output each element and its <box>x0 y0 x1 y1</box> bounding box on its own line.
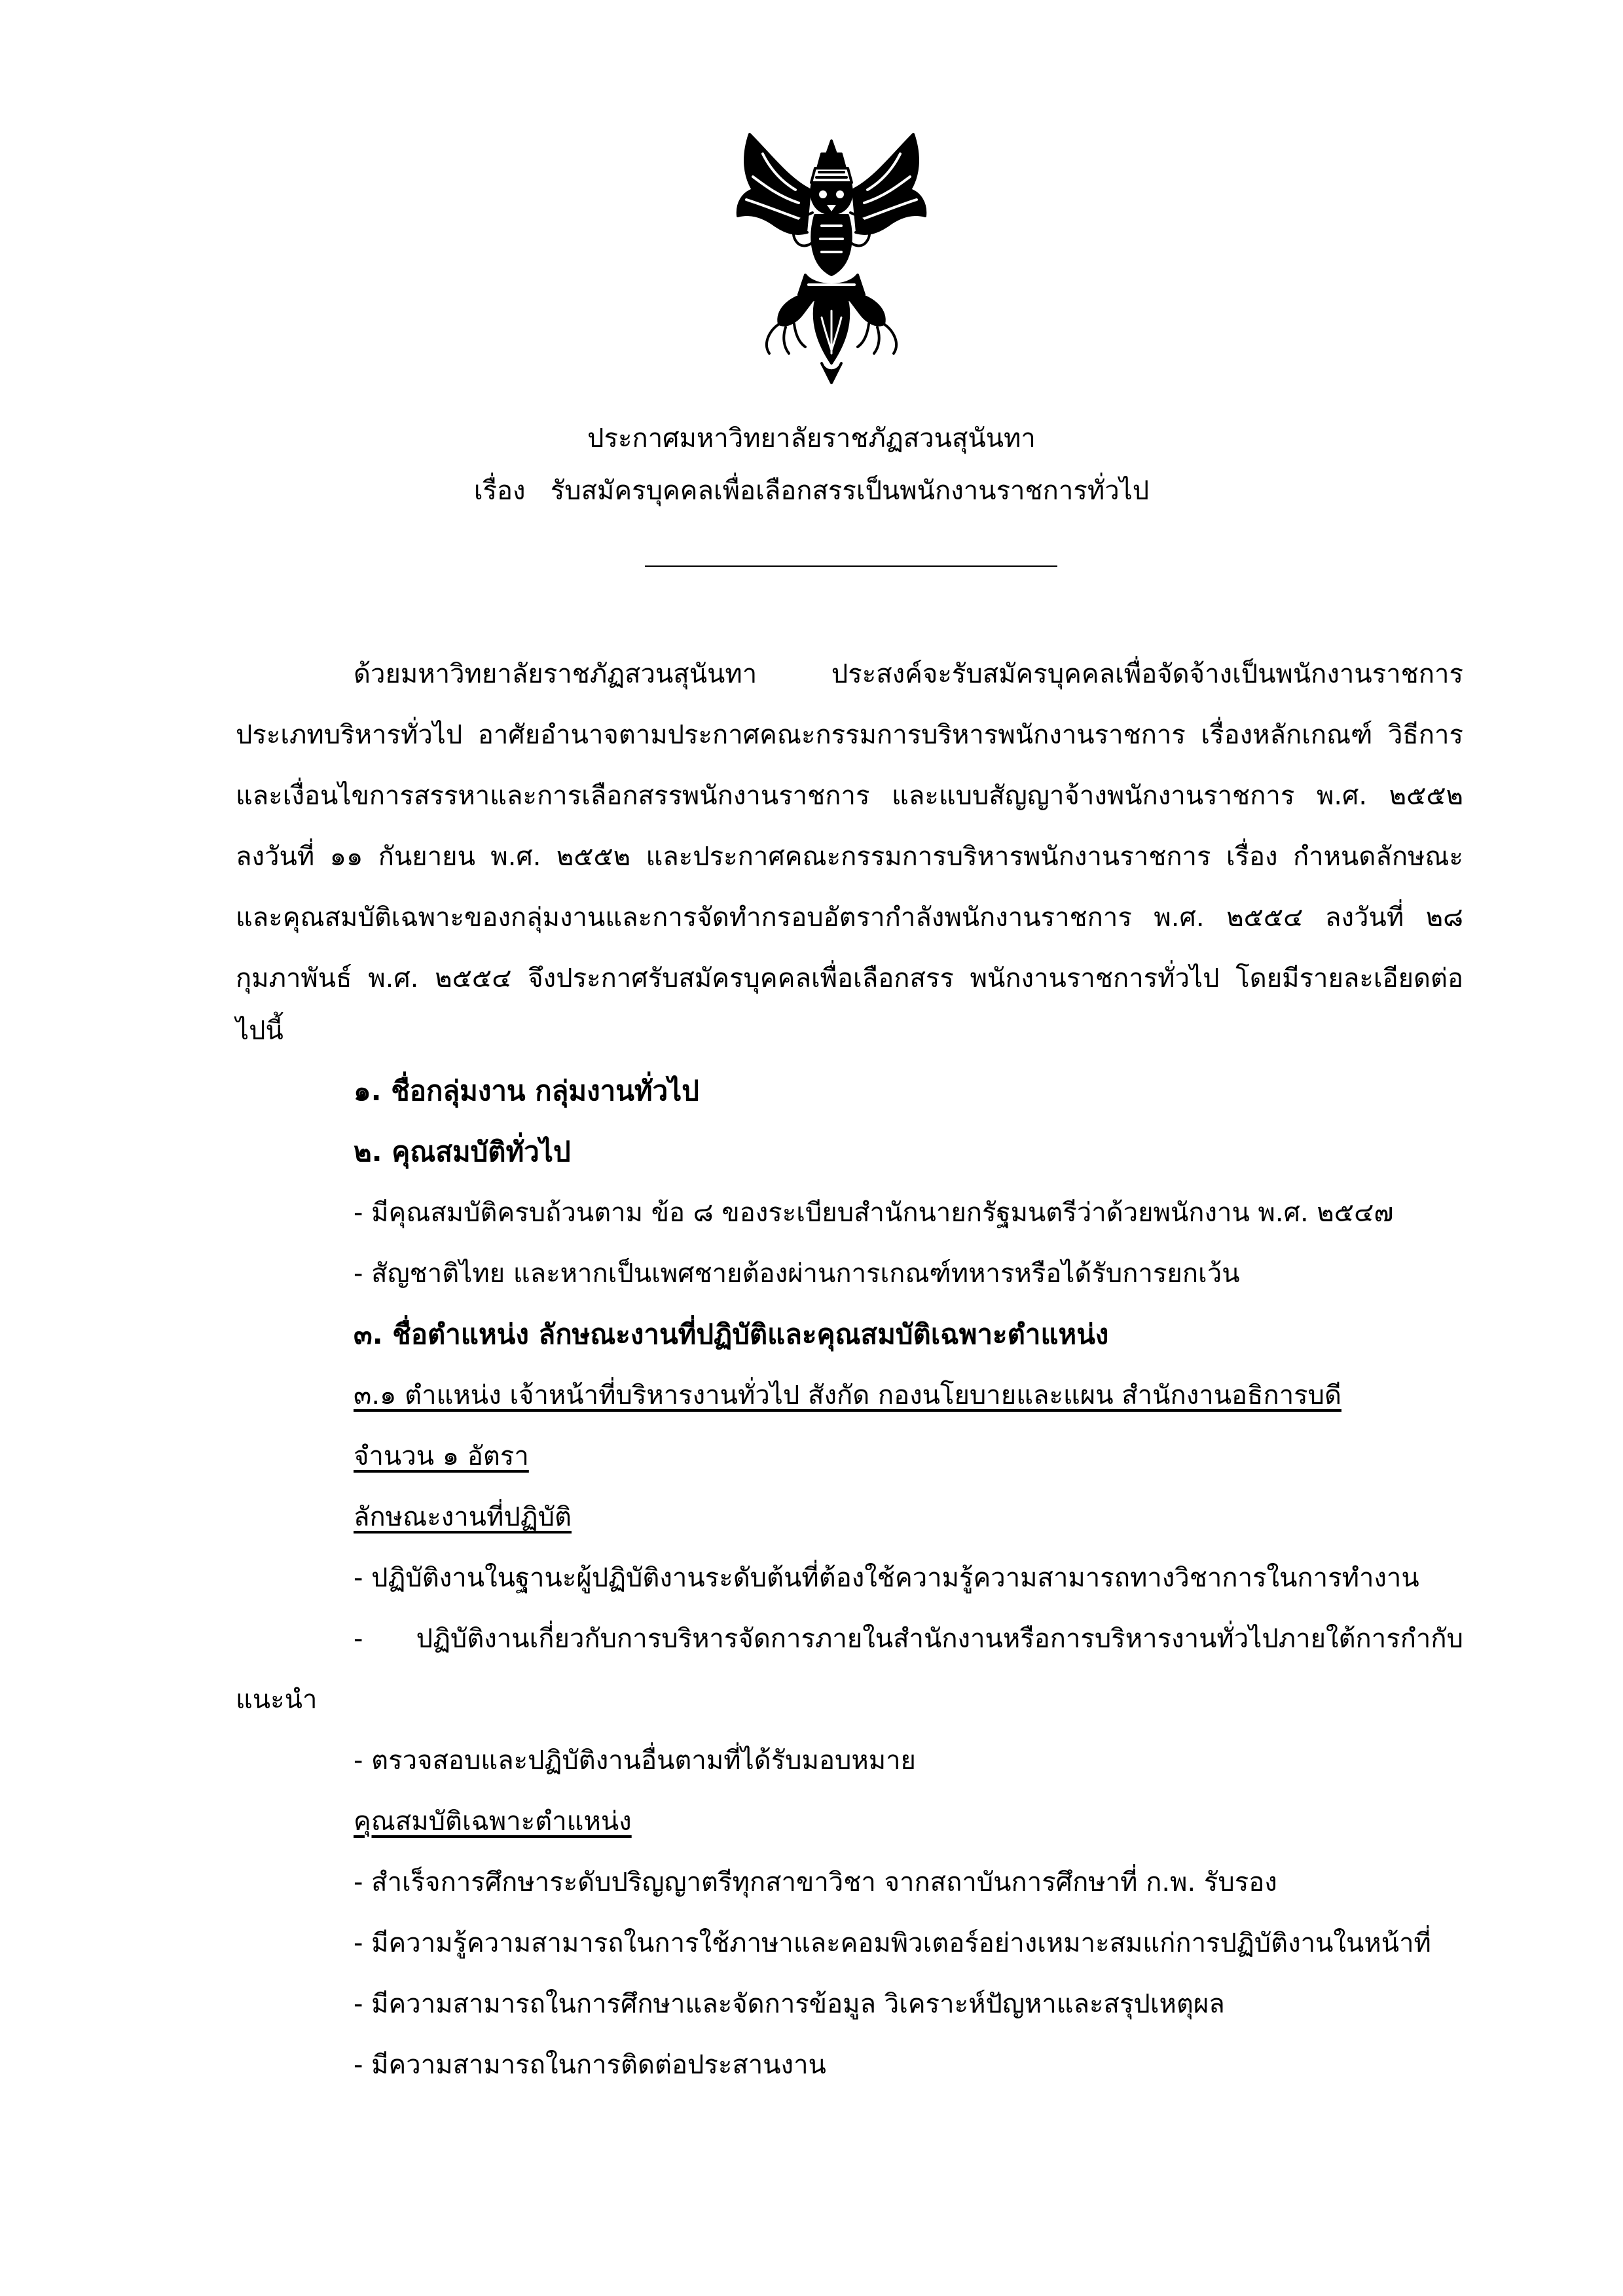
intro-line: ลงวันที่ ๑๑ กันยายน พ.ศ. ๒๕๕๒ และประกาศคณะกรรมการบริหารพนักงานราชการ เรื่อง กำหนดลักษณะ <box>236 842 1463 872</box>
title-divider <box>645 565 1057 567</box>
section-2-heading: ๒. คุณสมบัติทั่วไป <box>354 1136 571 1168</box>
general-qualification-item: - มีคุณสมบัติครบถ้วนตาม ข้อ ๘ ของระเบียบสำนักนายกรัฐมนตรีว่าด้วยพนักงาน พ.ศ. ๒๕๔๗ <box>354 1198 1394 1228</box>
general-qualification-item: - สัญชาติไทย และหากเป็นเพศชายต้องผ่านการเกณฑ์ทหารหรือได้รับการยกเว้น <box>354 1259 1240 1289</box>
intro-line: ประเภทบริหารทั่วไป อาศัยอำนาจตามประกาศคณะกรรมการบริหารพนักงานราชการ เรื่องหลักเกณฑ์ วิธีการ <box>236 720 1463 750</box>
section-3-heading: ๓. ชื่อตำแหน่ง ลักษณะงานที่ปฏิบัติและคุณสมบัติเฉพาะตำแหน่ง <box>354 1318 1109 1350</box>
intro-line: กุมภาพันธ์ พ.ศ. ๒๕๕๔ จึงประกาศรับสมัครบุคคลเพื่อเลือกสรร พนักงานราชการทั่วไป โดยมีรายละเอียดต่อ <box>236 963 1463 994</box>
page-title: ประกาศมหาวิทยาลัยราชภัฏสวนสุนันทา <box>587 423 1036 454</box>
subject-text: รับสมัครบุคคลเพื่อเลือกสรรเป็นพนักงานราชการทั่วไป <box>550 476 1150 506</box>
position-title: ๓.๑ ตำแหน่ง เจ้าหน้าที่บริหารงานทั่วไป สังกัด กองนโยบายและแผน สำนักงานอธิการบดี <box>354 1380 1342 1410</box>
intro-line: และคุณสมบัติเฉพาะของกลุ่มงานและการจัดทำกรอบอัตรากำลังพนักงานราชการ พ.ศ. ๒๕๕๔ ลงวันที่ ๒๘ <box>236 903 1463 933</box>
qualification-item: - สำเร็จการศึกษาระดับปริญญาตรีทุกสาขาวิชา จากสถาบันการศึกษาที่ ก.พ. รับรอง <box>354 1867 1277 1897</box>
intro-line: และเงื่อนไขการสรรหาและการเลือกสรรพนักงานราชการ และแบบสัญญาจ้างพนักงานราชการ พ.ศ. ๒๕๕๒ <box>236 781 1463 811</box>
duty-item-continued: แนะนำ <box>236 1685 318 1715</box>
position-count: จำนวน ๑ อัตรา <box>354 1441 529 1471</box>
section-1-heading: ๑. ชื่อกลุ่มงาน กลุ่มงานทั่วไป <box>354 1075 699 1107</box>
intro-first-a: ด้วยมหาวิทยาลัยราชภัฏสวนสุนันทา <box>354 659 757 689</box>
intro-first-b: ประสงค์จะรับสมัครบุคคลเพื่อจัดจ้างเป็นพนักงานราชการ <box>831 659 1463 689</box>
garuda-emblem-icon <box>723 128 939 389</box>
qualification-item: - มีความสามารถในการติดต่อประสานงาน <box>354 2050 826 2080</box>
subject-line <box>0 471 1623 511</box>
duty-item: - ปฏิบัติงานเกี่ยวกับการบริหารจัดการภายในสำนักงานหรือการบริหารงานทั่วไปภายใต้การกำกับ <box>354 1624 1463 1654</box>
duty-item: - ตรวจสอบและปฏิบัติงานอื่นตามที่ได้รับมอบหมาย <box>354 1746 916 1776</box>
qualification-item: - มีความรู้ความสามารถในการใช้ภาษาและคอมพิวเตอร์อย่างเหมาะสมแก่การปฏิบัติงานในหน้าที่ <box>354 1928 1431 1958</box>
duties-heading: ลักษณะงานที่ปฏิบัติ <box>354 1502 572 1532</box>
duty-item: - ปฏิบัติงานในฐานะผู้ปฏิบัติงานระดับต้นที่ต้องใช้ความรู้ความสามารถทางวิชาการในการทำงาน <box>354 1563 1419 1593</box>
intro-last-line: ไปนี้ <box>236 1016 283 1046</box>
qualification-item: - มีความสามารถในการศึกษาและจัดการข้อมูล วิเคราะห์ปัญหาและสรุปเหตุผล <box>354 1989 1225 2019</box>
subject-label: เรื่อง <box>473 476 526 506</box>
qualifications-heading: คุณสมบัติเฉพาะตำแหน่ง <box>354 1806 632 1837</box>
intro-first-line <box>354 655 1463 694</box>
